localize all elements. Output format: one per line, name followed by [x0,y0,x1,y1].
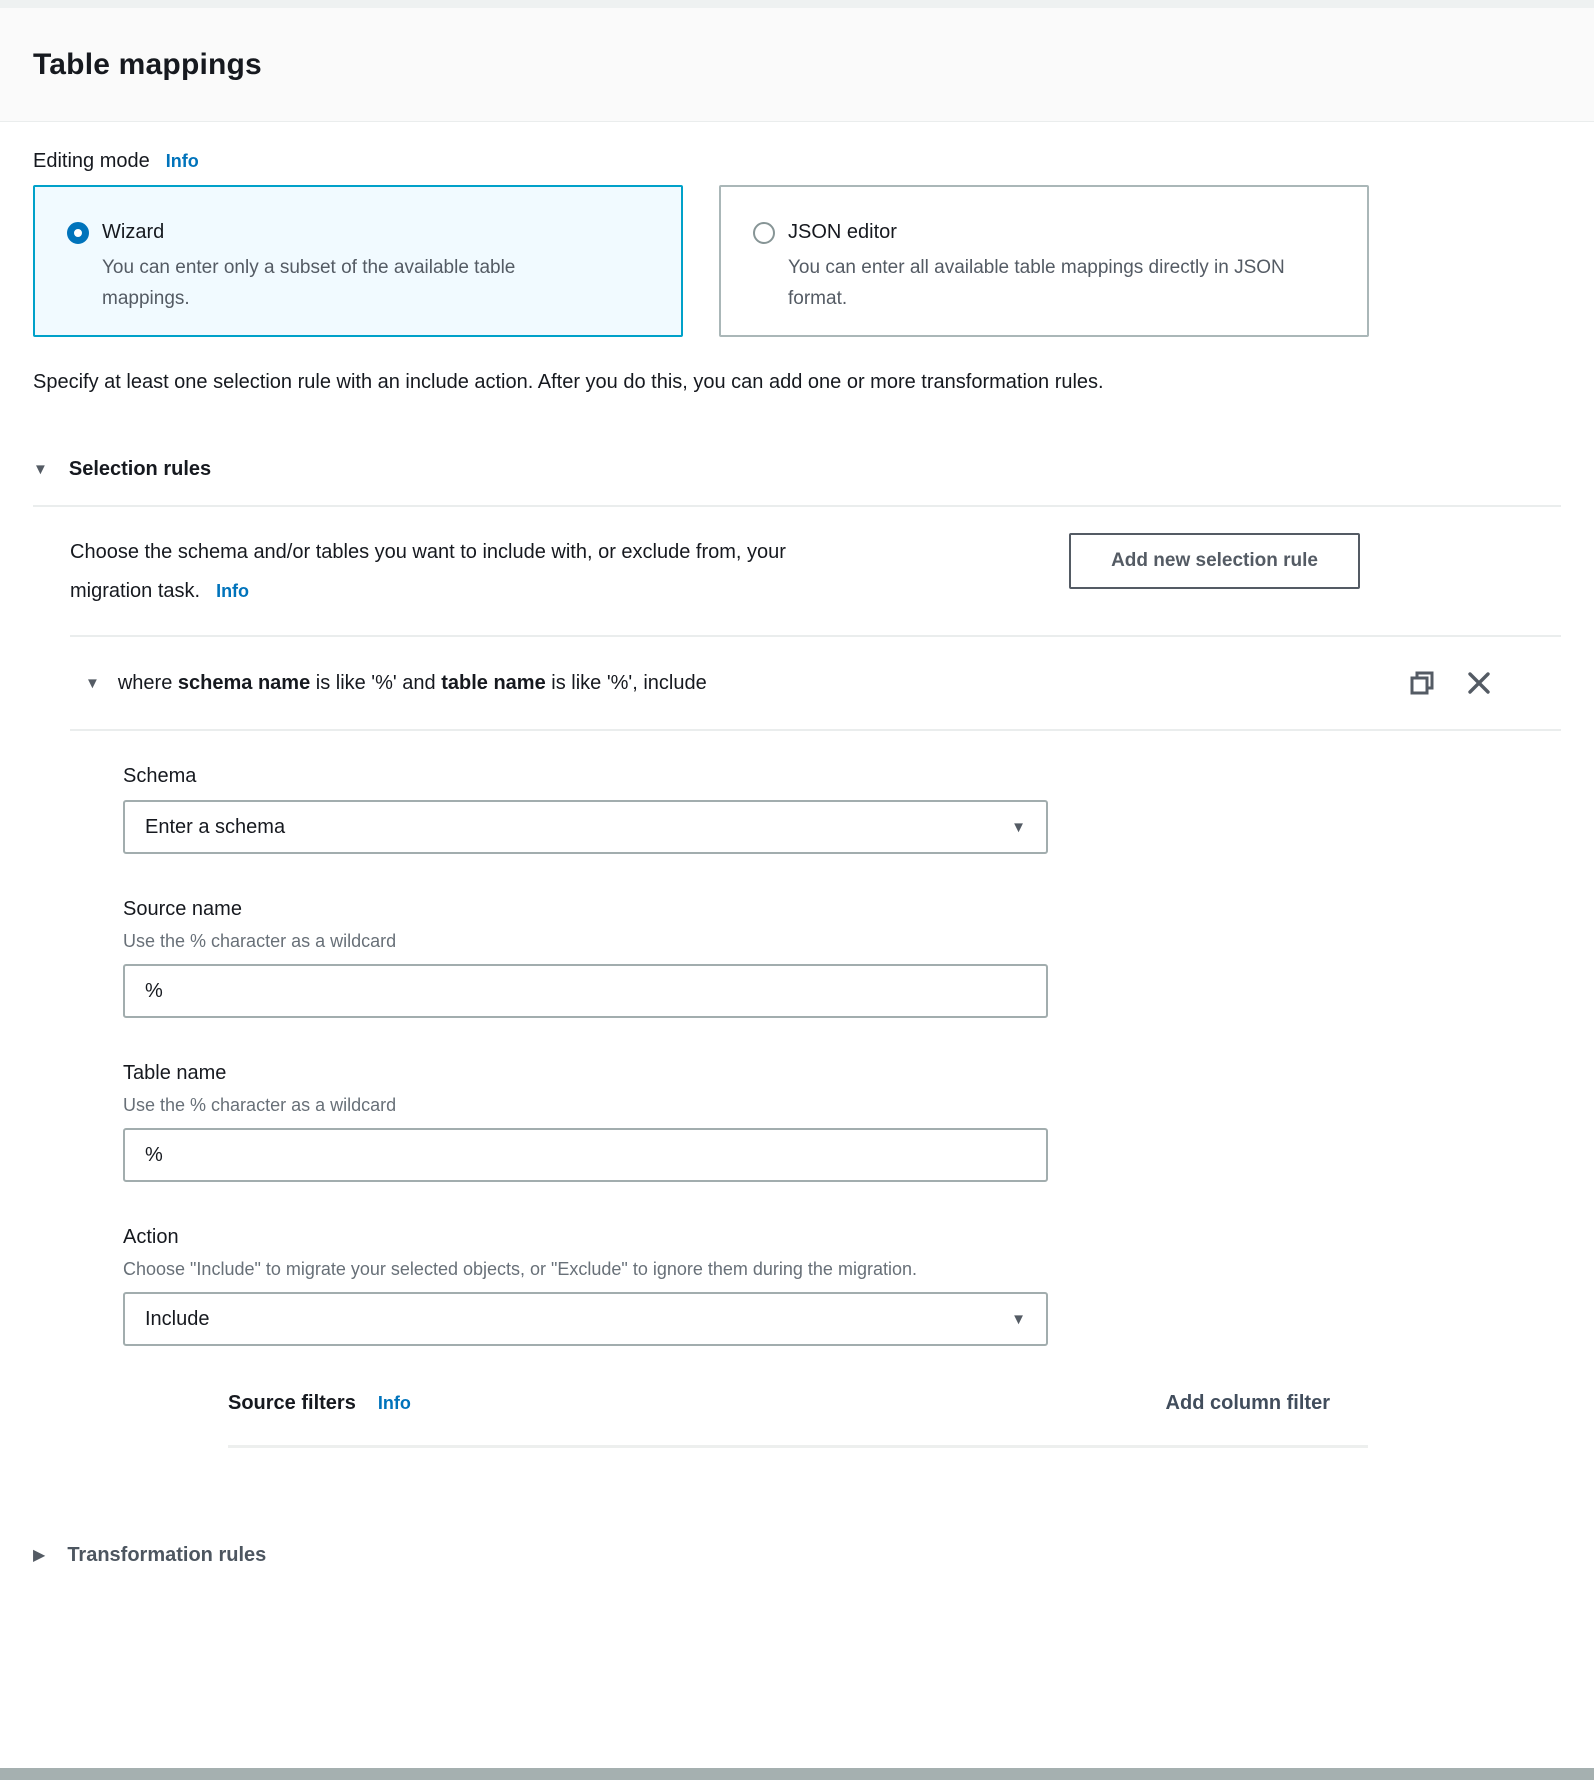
json-editor-mode-card[interactable] [719,185,1369,337]
table-name-label: Table name [123,1062,227,1084]
editing-mode-cards [33,185,1561,337]
top-strip [0,0,1594,8]
bottom-scrollbar[interactable] [0,1768,1594,1780]
caret-down-icon: ▼ [1011,1310,1026,1328]
schema-select-value: Enter a schema [145,815,286,838]
caret-down-icon: ▼ [85,674,100,692]
source-name-field [123,898,1048,1018]
transformation-rules-title: Transformation rules [67,1544,267,1566]
editing-mode-info-link[interactable]: Info [165,151,199,171]
wizard-card-description: You can enter only a subset of the available table mappings. [102,257,516,309]
source-filters-label: Source filters [228,1392,356,1414]
page-title: Table mappings [33,47,262,81]
selection-rule-title: where schema name is like '%' and table name is like '%', include [117,671,707,694]
editing-mode-row [33,150,1561,173]
divider [70,729,1561,731]
wizard-card-top [67,221,651,244]
caret-down-icon: ▼ [1011,818,1026,836]
close-icon [1466,670,1492,696]
selection-rules-toolbar [70,507,1360,635]
source-filters-row [228,1392,1368,1415]
source-filters-section [228,1392,1368,1448]
table-name-constraint: Use the % character as a wildcard [123,1095,397,1115]
schema-select[interactable] [123,800,1048,854]
table-mappings-panel [0,150,1594,1567]
caret-down-icon: ▼ [33,461,48,478]
transformation-rules-header[interactable] [33,1544,1561,1567]
source-name-label: Source name [123,898,242,920]
selection-rules-title: Selection rules [68,458,212,480]
wizard-mode-card[interactable] [33,185,683,337]
wizard-card-title: Wizard [102,221,165,243]
add-new-selection-rule-button[interactable]: Add new selection rule [1069,533,1360,589]
remove-rule-button[interactable] [1464,668,1494,698]
wizard-radio[interactable] [67,222,89,244]
selection-rules-description-text: Choose the schema and/or tables you want to include with, or exclude from, your migration task. [70,541,786,602]
duplicate-rule-button[interactable] [1406,667,1438,699]
editing-mode-label: Editing mode [33,150,150,172]
action-field [123,1226,1048,1346]
json-editor-card-top [753,221,1337,244]
copy-icon [1408,669,1436,697]
caret-right-icon: ▶ [33,1546,46,1564]
selection-rules-description [70,533,865,611]
schema-field [123,765,1048,854]
add-column-filter-button[interactable]: Add column filter [1165,1392,1330,1414]
action-select-value: Include [145,1307,210,1330]
table-name-input[interactable] [123,1128,1048,1182]
action-label: Action [123,1226,179,1248]
action-constraint: Choose "Include" to migrate your selected objects, or "Exclude" to ignore them during the migration. [123,1259,917,1279]
json-editor-radio[interactable] [753,222,775,244]
source-name-constraint: Use the % character as a wildcard [123,931,397,951]
json-editor-card-description: You can enter all available table mappings directly in JSON format. [788,257,1285,309]
intro-text: Specify at least one selection rule with an include action. After you do this, you can add one or more transformation rules. [33,371,1104,393]
selection-rule-header[interactable] [70,637,1494,729]
action-select[interactable] [123,1292,1048,1346]
selection-rules-header[interactable] [33,458,1561,481]
section-header-band [0,8,1594,122]
selection-rule-form [123,765,1048,1346]
rule-actions [1406,667,1494,699]
divider [228,1445,1368,1448]
selection-rules-info-link[interactable]: Info [216,581,250,601]
schema-label: Schema [123,765,197,787]
source-name-input[interactable] [123,964,1048,1018]
table-name-field [123,1062,1048,1182]
json-editor-card-title: JSON editor [788,221,897,243]
source-filters-info-link[interactable]: Info [377,1393,411,1413]
